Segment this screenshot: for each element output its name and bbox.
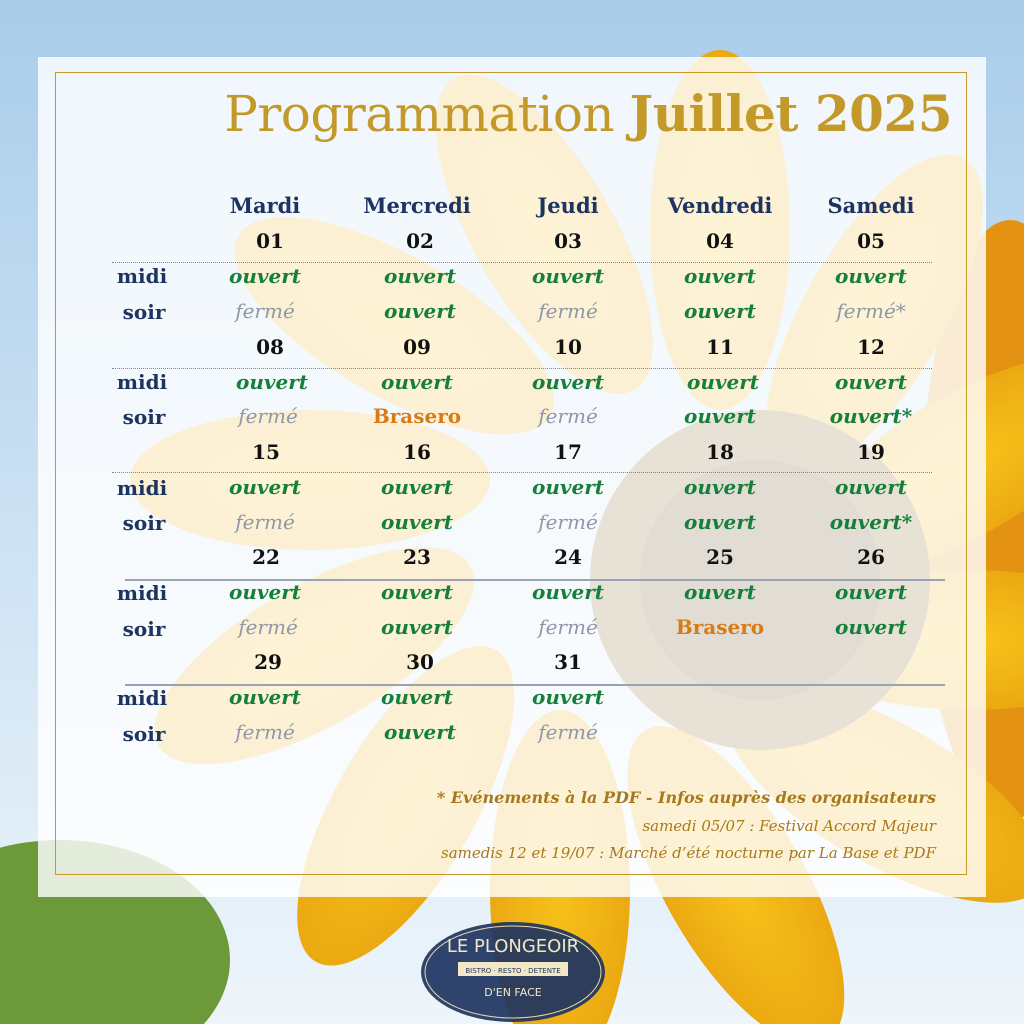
- date-cell: 11: [706, 335, 734, 359]
- row-label-soir: soir: [122, 405, 166, 429]
- status-cell: ouvert: [228, 475, 301, 499]
- date-cell: 26: [857, 545, 885, 569]
- status-cell: fermé: [538, 720, 598, 744]
- date-cell: 29: [254, 650, 282, 674]
- date-cell: 18: [706, 440, 734, 464]
- week-separator: [112, 368, 932, 369]
- row-label-soir: soir: [122, 722, 166, 746]
- day-header-mercredi: Mercredi: [363, 193, 471, 218]
- row-label-midi: midi: [116, 370, 168, 394]
- status-cell: ouvert: [380, 475, 453, 499]
- date-cell: 09: [403, 335, 431, 359]
- date-cell: 08: [256, 335, 284, 359]
- logo-bottom-text: D'EN FACE: [484, 986, 542, 999]
- day-header-mardi: Mardi: [229, 193, 301, 218]
- date-cell: 23: [403, 545, 431, 569]
- status-cell: ouvert: [683, 580, 756, 604]
- row-label-midi: midi: [116, 686, 168, 710]
- date-cell: 31: [554, 650, 582, 674]
- status-cell: ouvert: [834, 615, 907, 639]
- status-cell: ouvert: [383, 720, 456, 744]
- date-cell: 05: [857, 229, 885, 253]
- status-cell: fermé*: [836, 299, 906, 323]
- status-cell: Brasero: [675, 615, 765, 639]
- status-cell: ouvert: [834, 370, 907, 394]
- status-cell: ouvert: [834, 580, 907, 604]
- status-cell: ouvert: [834, 475, 907, 499]
- status-cell: fermé: [235, 510, 295, 534]
- status-cell: ouvert: [683, 475, 756, 499]
- status-cell: fermé: [538, 404, 598, 428]
- status-cell: fermé: [538, 510, 598, 534]
- date-cell: 22: [252, 545, 280, 569]
- status-cell: ouvert: [531, 580, 604, 604]
- status-cell: ouvert: [228, 264, 301, 288]
- status-cell: ouvert: [683, 510, 756, 534]
- status-cell: ouvert: [531, 264, 604, 288]
- status-cell: ouvert: [235, 370, 308, 394]
- date-cell: 10: [554, 335, 582, 359]
- date-cell: 16: [403, 440, 431, 464]
- status-cell: ouvert: [683, 299, 756, 323]
- day-header-vendredi: Vendredi: [667, 193, 773, 218]
- status-cell: ouvert*: [829, 510, 913, 534]
- events-note-line: samedi 05/07 : Festival Accord Majeur: [642, 817, 936, 835]
- status-cell: ouvert: [228, 580, 301, 604]
- date-cell: 01: [256, 229, 284, 253]
- status-cell: ouvert: [380, 685, 453, 709]
- date-cell: 12: [857, 335, 885, 359]
- row-label-soir: soir: [122, 511, 166, 535]
- date-cell: 19: [857, 440, 885, 464]
- page-title: [224, 84, 952, 143]
- status-cell: fermé: [538, 615, 598, 639]
- status-cell: fermé: [235, 720, 295, 744]
- status-cell: fermé: [238, 404, 298, 428]
- status-cell: ouvert: [380, 615, 453, 639]
- status-cell: ouvert: [531, 370, 604, 394]
- day-header-samedi: Samedi: [827, 193, 915, 218]
- logo-middle-text: BISTRO · RESTO · DETENTE: [465, 967, 561, 975]
- row-label-midi: midi: [116, 581, 168, 605]
- status-cell: ouvert: [380, 370, 453, 394]
- logo-top-text: LE PLONGEOIR: [446, 936, 580, 957]
- date-cell: 17: [554, 440, 582, 464]
- date-cell: 03: [554, 229, 582, 253]
- status-cell: ouvert: [531, 475, 604, 499]
- status-cell: ouvert: [834, 264, 907, 288]
- status-cell: fermé: [538, 299, 598, 323]
- status-cell: ouvert*: [829, 404, 913, 428]
- status-cell: Brasero: [372, 404, 462, 428]
- date-cell: 15: [252, 440, 280, 464]
- status-cell: fermé: [235, 299, 295, 323]
- status-cell: ouvert: [228, 685, 301, 709]
- status-cell: ouvert: [383, 299, 456, 323]
- week-separator: [112, 262, 932, 263]
- title-light: Programmation: [224, 85, 615, 143]
- status-cell: ouvert: [531, 685, 604, 709]
- le-plongeoir-logo: [418, 912, 608, 1024]
- status-cell: ouvert: [380, 580, 453, 604]
- status-cell: ouvert: [683, 264, 756, 288]
- date-cell: 24: [554, 545, 582, 569]
- date-cell: 30: [406, 650, 434, 674]
- row-label-midi: midi: [116, 264, 168, 288]
- row-label-soir: soir: [122, 300, 166, 324]
- date-cell: 02: [406, 229, 434, 253]
- status-cell: ouvert: [380, 510, 453, 534]
- row-label-soir: soir: [122, 617, 166, 641]
- status-cell: ouvert: [683, 404, 756, 428]
- day-header-jeudi: Jeudi: [537, 193, 599, 218]
- week-separator: [112, 472, 932, 473]
- events-note-line: samedis 12 et 19/07 : Marché d’été nocturne par La Base et PDF: [441, 844, 936, 862]
- status-cell: ouvert: [686, 370, 759, 394]
- events-note-heading: * Evénements à la PDF - Infos auprès des organisateurs: [436, 788, 936, 807]
- date-cell: 04: [706, 229, 734, 253]
- status-cell: fermé: [238, 615, 298, 639]
- status-cell: ouvert: [383, 264, 456, 288]
- row-label-midi: midi: [116, 476, 168, 500]
- title-bold: Juillet 2025: [629, 84, 952, 143]
- date-cell: 25: [706, 545, 734, 569]
